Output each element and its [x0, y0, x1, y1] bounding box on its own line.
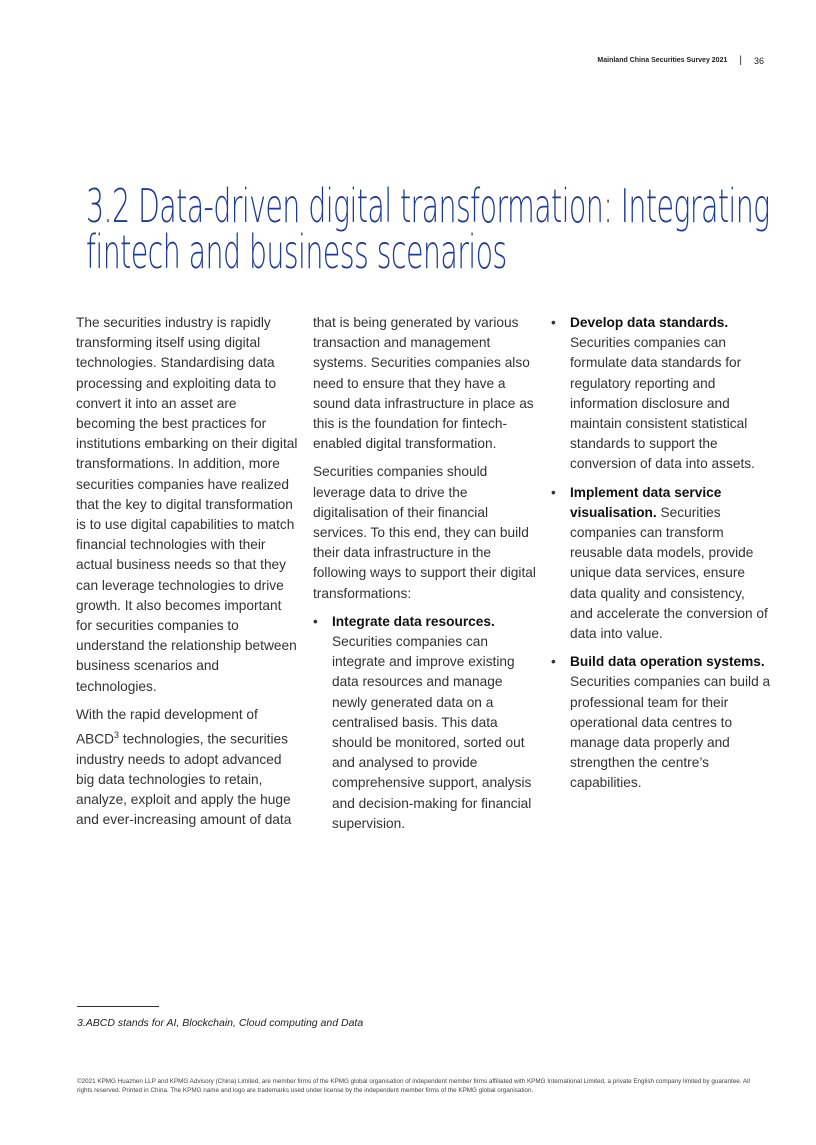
footnote: 3.ABCD stands for AI, Blockchain, Cloud computing and Data	[77, 1017, 364, 1029]
section-title-line-1: 3.2 Data-driven digital transformation: Integrating	[86, 178, 770, 233]
paragraph-abcd	[76, 705, 298, 831]
bullet-body: Securities companies can build a professional team for their operational data centres to manage data properly and strengthen the centre’s capabilities.	[570, 674, 771, 791]
column-2	[313, 313, 539, 842]
bullet-body: Securities companies can integrate and improve existing data resources and manage newly generated data on a centralised basis. This data should be monitored, sorted out and analysed to provide comprehensive support, analysis and decision-making for financial supervision.	[332, 634, 532, 831]
bullet-heading: Develop data standards.	[570, 315, 729, 330]
paragraph-abcd-end: technologies, the securities industry needs to adopt advanced big data technologies to retain, analyze, exploit and apply the huge and ever-increasing amount of data	[76, 731, 292, 828]
bullet-body: Securities companies can transform reusable data models, provide unique data services, ensure data quality and consistency, and accelerate the conversion of data into value.	[570, 504, 768, 642]
bullet-marker: •	[551, 654, 556, 670]
paragraph-infrastructure: that is being generated by various transaction and management systems. Securities companies also need to ensure that they have a sound data infrastructure in place as this is the foundation for fintech-enabled digital transformation.	[313, 315, 534, 452]
bullet-data-standards	[551, 313, 771, 475]
paragraph-abcd-start: With the rapid development of ABCD	[76, 706, 258, 747]
running-header	[597, 55, 764, 66]
header-separator: |	[739, 55, 742, 66]
bullet-integrate-data	[313, 612, 539, 834]
bullet-body: Securities companies can formulate data standards for regulatory reporting and information disclosure and maintain consistent statistical standards to support the conversion of data into assets.	[570, 335, 755, 472]
survey-title: Mainland China Securities Survey 2021	[597, 57, 728, 64]
column-3	[551, 313, 771, 802]
bullet-heading: Build data operation systems.	[570, 654, 765, 670]
bullet-marker: •	[551, 484, 556, 500]
paragraph-intro: The securities industry is rapidly transforming itself using digital technologies. Standardising data processing and exploiting data to convert it into an asset are becoming the best practices for institutions embarking on their digital transformations. In addition, more securities companies have realized that the key to digital transformation is to use digital capabilities to match financial technologies with their actual business needs so that they can leverage technologies to drive growth. It also becomes important for securities companies to understand the relationship between business scenarios and technologies.	[76, 315, 298, 694]
section-title-line-2: fintech and business scenarios	[86, 224, 507, 279]
footnote-reference[interactable]: 3	[114, 730, 120, 741]
column-1	[76, 313, 298, 839]
bullet-heading: Implement data service visualisation.	[570, 484, 722, 520]
bullet-heading: Integrate data resources.	[332, 613, 495, 629]
legal-notice: ©2021 KPMG Huazhen LLP and KPMG Advisory (China) Limited, are member firms of the KPMG global organisation of independent member firms affiliated with KPMG International Limited, a private English company limited by guarantee. All rights reserved. Printed in China. The KPMG name and logo are trademarks used under license by the independent member firms of the KPMG global organisation.	[77, 1078, 750, 1094]
paragraph-leverage-data: Securities companies should leverage data to drive the digitalisation of their financial services. To this end, they can build their data infrastructure in the following ways to support their digital transformations:	[313, 464, 536, 601]
section-title	[86, 178, 770, 279]
bullet-data-operation	[551, 652, 771, 793]
bullet-marker: •	[551, 315, 556, 330]
bullet-marker: •	[313, 613, 318, 629]
bullet-data-visualisation	[551, 483, 771, 645]
footnote-divider	[77, 1006, 159, 1007]
page-number: 36	[753, 55, 764, 66]
